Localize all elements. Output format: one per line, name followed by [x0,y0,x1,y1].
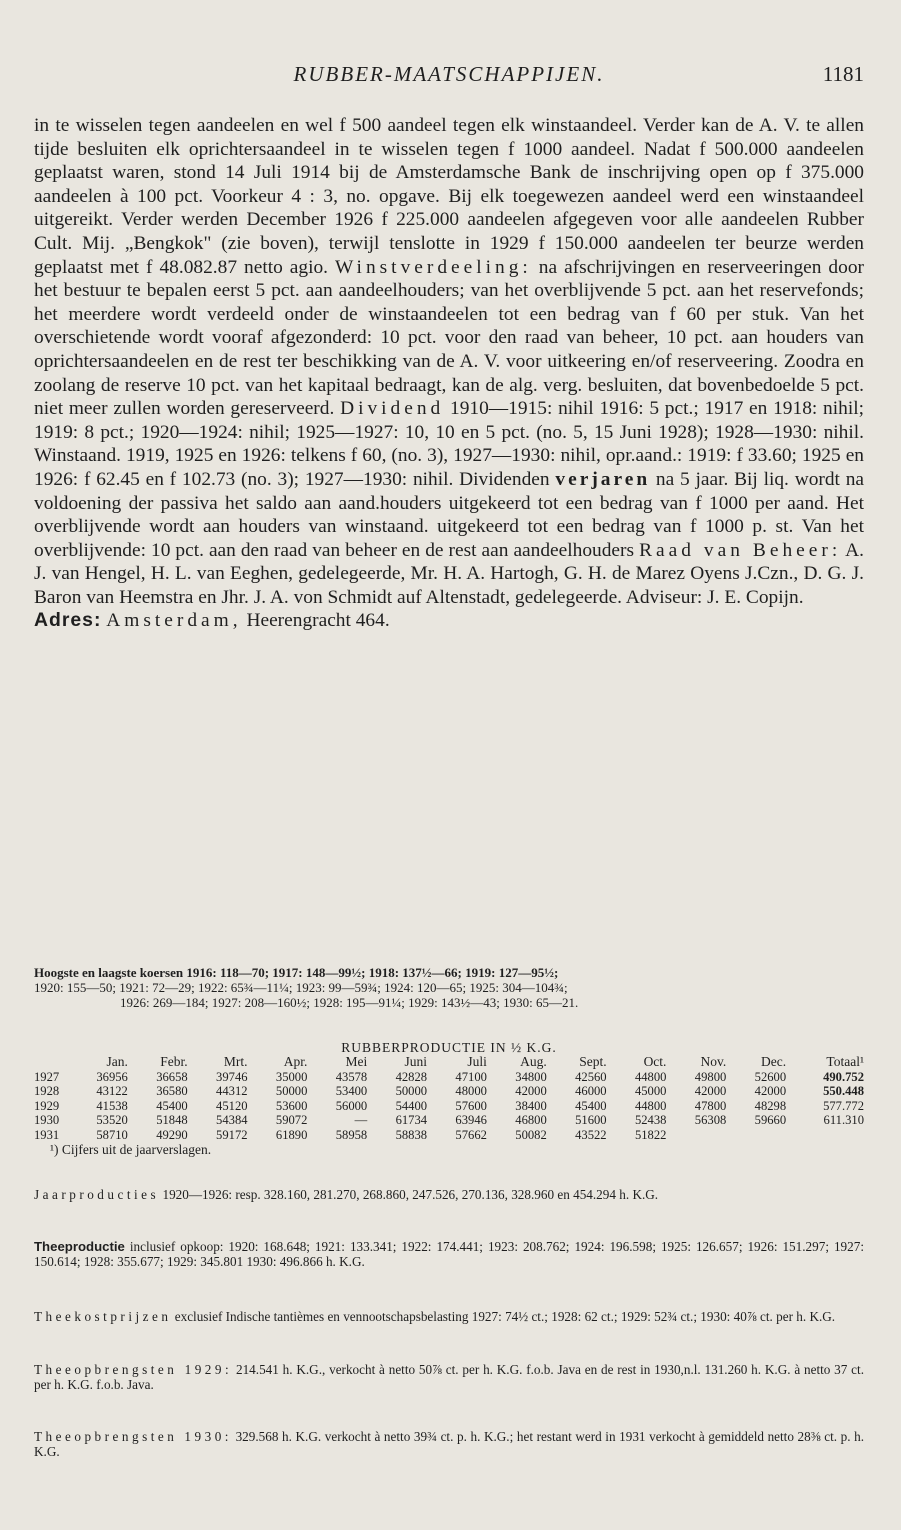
table-footnote: ¹) Cijfers uit de jaarverslagen. [50,1142,212,1157]
table-row [34,1099,864,1114]
table-cell: 44800 [634,1098,667,1113]
table-cell: 41538 [96,1098,128,1113]
theeopbrengsten-1929-paragraph [34,1363,864,1393]
table-cell: 61734 [395,1113,428,1127]
column-header: Nov. [700,1054,727,1069]
table-cell: 42000 [694,1084,727,1098]
raad-van-beheer-label: Raad van Beheer: [639,539,842,561]
verjaren-label: verjaren [555,468,651,490]
body-text-segment: A. J. van Hengel, H. L. van Eeghen, gedelegeerde, Mr. H. A. Hartogh, G. H. de Marez Oyens J.Czn., D. G. J. Baron van Heemstra en Jhr. J. A. von Schmidt auf Altenstadt, gedelegeerde. Adviseur: J. E. Copijn. [34,539,865,608]
koersen-line: Hoogste en laagste koersen 1916: 118—70; 1917: 148—99½; 1918: 137½—66; 1919: 127—95½; [34,965,559,980]
adres-street: Heerengracht 464. [246,610,390,632]
table-cell: 47800 [694,1098,727,1113]
table-cell: 51848 [156,1113,188,1127]
jaarproducties-paragraph [34,1188,864,1203]
body-text-segment: in te wisselen tegen aandeelen en wel f 500 aandeel tegen elk winstaandeel. Verder kan de A. V. te allen tijde besluiten elk oprichtersaandeel in te wisselen tegen f 1000 aandeel. Nadat f 500.000 aandeelen geplaatst waren, stond 14 Juli 1914 bij de Amsterdamsche Bank de inschrijving open op f 375.000 aandeelen à 100 pct. Voorkeur 4 : 3, no. opgave. Bij elk toegewezen aandeel werd een winstaandeel uitgereikt. Verder werden December 1926 f 225.000 aandeelen afgegeven voor alle aandeelen Rubber Cult. Mij. „Bengkok" (zie boven), terwijl tenslotte in 1929 f 150.000 aandeelen ter beurze werden geplaatst met f 48.082.87 netto agio. [34,115,864,278]
table-cell: 47100 [455,1069,487,1084]
theeopbrengsten-1929-label: Theeopbrengsten 1929: [34,1362,233,1377]
table-cell: 51822 [634,1127,667,1142]
column-header: Oct. [643,1054,667,1069]
table-cell: 36956 [96,1069,128,1084]
table-cell: 550.448 [823,1084,864,1098]
theeopbrengsten-1929-text: 214.541 h. K.G., verkocht à netto 50⅞ ct. per h. K.G. f.o.b. Java en de rest in 1930,n.l. 131.260 h. K.G. à netto 37 ct. per h. K.G. f.o.b. Java. [34,1362,864,1392]
column-header: Sept. [579,1054,607,1069]
table-cell: 45120 [216,1098,248,1113]
koersen-line: 1920: 155—50; 1921: 72—29; 1922: 65¾—11¼; 1923: 99—59¾; 1924: 120—65; 1925: 304—104¾; [34,979,568,995]
column-header [34,1055,68,1070]
page-header [34,62,864,92]
jaarproducties-text: 1920—1926: resp. 328.160, 281.270, 268.860, 247.526, 270.136, 328.960 en 454.294 h. K.G. [162,1187,659,1202]
table-cell: 59172 [216,1127,248,1142]
table-cell [666,1128,726,1143]
theekostprijzen-text: exclusief Indische tantièmes en vennootschapsbelasting 1927: 74½ ct.; 1928: 62 ct.; 1929: 52¾ ct.; 1930: 40⅞ ct. per h. K.G. [174,1309,836,1324]
column-header: Jan. [106,1054,128,1069]
table-cell: 52600 [754,1069,787,1084]
table-cell: 49800 [694,1069,727,1084]
table-cell: 1931 [34,1127,60,1142]
column-header: Totaal¹ [826,1054,864,1069]
theeopbrengsten-1930-label: Theeopbrengsten 1930: [34,1429,232,1444]
table-cell: 38400 [515,1098,547,1113]
column-header: Apr. [283,1054,308,1069]
table-cell: 54384 [216,1113,248,1127]
table-cell: 42000 [515,1084,547,1098]
table-cell: 48298 [754,1098,787,1113]
table-cell: 1930 [34,1113,60,1127]
table-cell: 57600 [455,1098,487,1113]
table-cell: 53600 [275,1098,308,1113]
table-cell: 45000 [634,1084,667,1098]
table-cell: 50082 [515,1127,547,1142]
table-cell: 577.772 [823,1098,864,1113]
theeopbrengsten-1930-paragraph [34,1430,864,1460]
page-number: 1181 [822,62,864,86]
table-cell: 43578 [335,1069,368,1084]
table-cell: 58710 [96,1127,128,1142]
table-cell: 57662 [455,1127,487,1142]
dividend-label: Dividend [340,398,445,420]
koersen-block [34,966,864,1010]
table-cell: 1927 [34,1069,60,1084]
body-text-segment: 1910—1915: nihil 1916: 5 pct.; 1917 en 1918: nihil; 1919: 8 pct.; 1920—1924: nihil; 1925—1927: 10, 10 en 5 pct. (no. 5, 15 Juni 1928); 1928—1930: nihil. Winstaand. 1919, 1925 en 1926: telkens f 60, (no. 3), 1927—1930: nihil, opr.aand.: 1919: f 33.60; 1925 en 1926: f 62.45 en f 102.73 (no. 3); 1927—1930: nihil. Dividenden [34,398,864,490]
table-cell: 490.752 [823,1069,864,1084]
table-cell: 53400 [335,1084,368,1098]
table-title: RUBBERPRODUCTIE IN ½ K.G. [341,1040,557,1055]
table-cell: 45400 [156,1098,188,1113]
table-row [34,1128,864,1143]
table-cell: 49290 [156,1127,188,1142]
table-cell: 35000 [275,1069,308,1084]
table-cell: 42828 [395,1069,428,1084]
running-title: RUBBER-MAATSCHAPPIJEN. [293,62,605,86]
adres-label: Adres: [34,609,102,632]
table-cell: 52438 [634,1113,667,1127]
table-cell: 1929 [34,1098,60,1113]
table-cell: 61890 [275,1127,308,1142]
table-cell: 1928 [34,1084,60,1098]
table-cell: 48000 [455,1084,487,1098]
table-header-row [34,1055,864,1070]
body-text-segment: na 5 jaar. Bij liq. wordt na voldoening der passiva het saldo aan aand.houders uitgekeerd tot een bedrag van f 1000 per aand. Het overblijvende wordt aan houders van winstaand. uitgekeerd tot een bedrag van f 1000 p. st. Van het overblijvende: 10 pct. aan den raad van beheer en de rest aan aandeelhouders [34,468,865,561]
table-cell: 63946 [455,1113,487,1127]
body-text-segment: na afschrijvingen en reserveeringen door het bestuur te bepalen eerst 5 pct. aan aandeelhouders; van het overblijvende 5 pct. aan het reservefonds; het meerdere wordt verdeeld onder de winstaandeelen tot een bedrag van f 60 per stuk. Van het overschietende wordt vooraf afgezonderd: 10 pct. voor den raad van beheer, 10 pct. aan houders van oprichtersaandeelen en de rest ter beschikking van de A. V. voor uitkeering en/of reserveering. Zoodra en zoolang de reserve 10 pct. van het kapitaal bedraagt, kan de alg. verg. besluiten, dat bovenbedoelde 5 pct. niet meer zullen worden gereserveerd. [34,256,864,420]
jaarproducties-label: Jaarproducties [34,1187,160,1202]
rubberproductie-table [34,1055,864,1142]
table-cell: 36580 [156,1084,188,1098]
table-row [34,1070,864,1085]
table-cell: — [354,1113,368,1127]
table-cell: 44800 [634,1069,667,1084]
table-cell: 50000 [275,1084,308,1098]
main-paragraph [34,114,864,633]
theeproductie-label: Theeproductie [34,1239,125,1254]
table-cell: 34800 [515,1069,547,1084]
column-header: Mei [345,1054,368,1069]
table-row [34,1113,864,1128]
theeproductie-paragraph [34,1240,864,1270]
table-cell [726,1128,786,1143]
column-header: Aug. [520,1054,547,1069]
column-header: Febr. [160,1054,188,1069]
rubberproductie-table-block [34,1040,864,1157]
table-cell: 59660 [754,1113,787,1127]
theeproductie-text: inclusief opkoop: 1920: 168.648; 1921: 133.341; 1922: 174.441; 1923: 208.762; 1924: 196.598; 1925: 126.657; 1926: 151.297; 1927: 150.614; 1928: 355.677; 1929: 345.801 1930: 496.866 h. K.G. [34,1239,864,1269]
table-cell: 58958 [335,1127,368,1142]
winstverdeeling-label: Winstverdeeling: [335,256,532,278]
column-header: Juli [467,1054,487,1069]
theekostprijzen-label: Theekostprijzen [34,1309,172,1324]
column-header: Mrt. [223,1054,248,1069]
table-cell: 46000 [575,1084,607,1098]
table-cell: 42560 [575,1069,607,1084]
table-cell: 45400 [575,1098,607,1113]
table-cell: 43522 [575,1127,607,1142]
table-cell: 39746 [216,1069,248,1084]
theekostprijzen-paragraph [34,1310,864,1325]
column-header: Dec. [761,1054,787,1069]
table-cell: 42000 [754,1084,787,1098]
table-cell: 58838 [395,1127,428,1142]
table-cell: 611.310 [823,1113,864,1127]
table-cell: 50000 [395,1084,428,1098]
table-cell: 56308 [694,1113,727,1127]
table-row [34,1084,864,1099]
adres-city: Amsterdam, [106,610,242,632]
table-cell: 54400 [395,1098,428,1113]
koersen-line: 1926: 269—184; 1927: 208—160½; 1928: 195—91¼; 1929: 143½—43; 1930: 65—21. [120,994,579,1010]
table-cell [786,1128,864,1143]
table-cell: 53520 [96,1113,128,1127]
table-cell: 46800 [515,1113,547,1127]
table-cell: 59072 [275,1113,308,1127]
table-cell: 43122 [96,1084,128,1098]
table-cell: 44312 [216,1084,248,1098]
table-cell: 51600 [575,1113,607,1127]
table-cell: 56000 [335,1098,368,1113]
theeopbrengsten-1930-text: 329.568 h. K.G. verkocht à netto 39¾ ct. p. h. K.G.; het restant werd in 1931 verkocht à gemiddeld netto 28⅜ ct. p. h. K.G. [34,1429,865,1459]
column-header: Juni [404,1054,428,1069]
table-cell: 36658 [156,1069,188,1084]
